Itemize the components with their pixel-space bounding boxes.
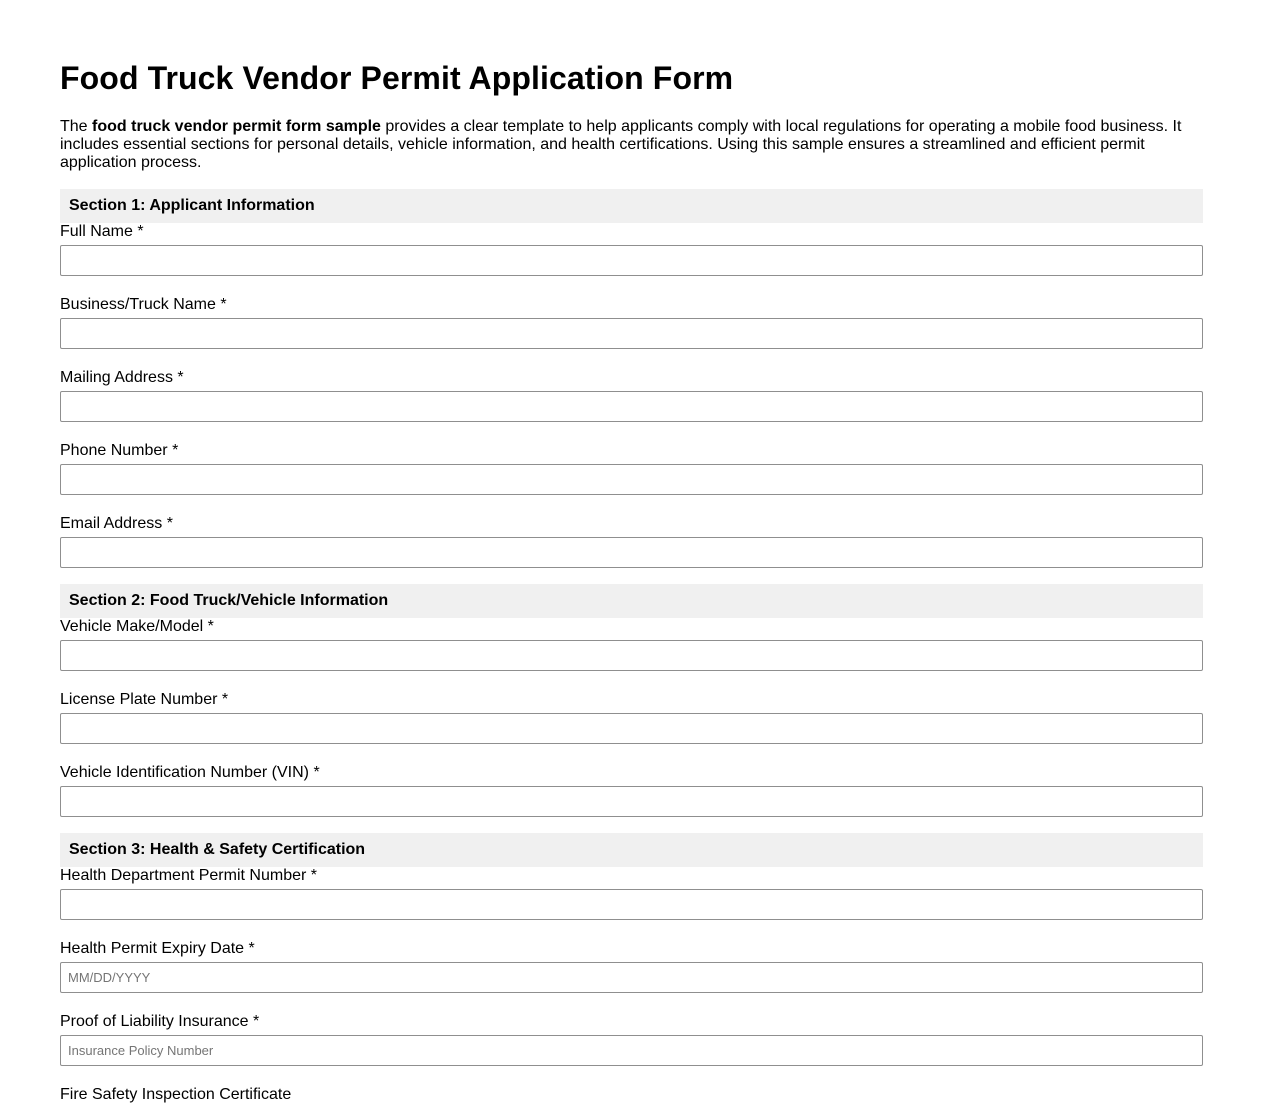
field-mailing-address: [60, 369, 1203, 422]
field-business-name: [60, 296, 1203, 349]
intro-suffix: provides a clear template to help applicants comply with local regulations for operating a mobile food business. It includes essential sections for personal details, vehicle information, and health certifications. Using this sample ensures a streamlined and efficient permit application process.: [60, 118, 1182, 171]
form-intro: [60, 118, 1200, 172]
email-address-input[interactable]: [60, 537, 1203, 568]
field-health-permit-number: [60, 867, 1203, 920]
phone-number-label: Phone Number *: [60, 442, 179, 459]
field-health-permit-expiry: [60, 940, 1203, 993]
field-vehicle-make-model: [60, 618, 1203, 671]
section-header-applicant: Section 1: Applicant Information: [60, 189, 1203, 223]
section-header-health-safety: Section 3: Health & Safety Certification: [60, 833, 1203, 867]
mailing-address-label: Mailing Address *: [60, 369, 184, 386]
page-title: Food Truck Vendor Permit Application Form: [60, 60, 734, 96]
business-name-input[interactable]: [60, 318, 1203, 349]
full-name-label: Full Name *: [60, 223, 144, 240]
vin-label: Vehicle Identification Number (VIN) *: [60, 764, 320, 781]
field-phone-number: [60, 442, 1203, 495]
field-liability-insurance: [60, 1013, 1203, 1066]
vin-input[interactable]: [60, 786, 1203, 817]
section-header-vehicle: Section 2: Food Truck/Vehicle Information: [60, 584, 1203, 618]
mailing-address-input[interactable]: [60, 391, 1203, 422]
full-name-input[interactable]: [60, 245, 1203, 276]
health-permit-expiry-input[interactable]: [60, 962, 1203, 993]
license-plate-label: License Plate Number *: [60, 691, 229, 708]
intro-bold: food truck vendor permit form sample: [92, 118, 381, 135]
field-full-name: [60, 223, 1203, 276]
field-vin: [60, 764, 1203, 817]
field-email-address: [60, 515, 1203, 568]
health-permit-number-label: Health Department Permit Number *: [60, 867, 317, 884]
email-address-label: Email Address *: [60, 515, 173, 532]
liability-insurance-label: Proof of Liability Insurance *: [60, 1013, 260, 1030]
vehicle-make-model-input[interactable]: [60, 640, 1203, 671]
field-license-plate: [60, 691, 1203, 744]
vehicle-make-model-label: Vehicle Make/Model *: [60, 618, 214, 635]
business-name-label: Business/Truck Name *: [60, 296, 227, 313]
intro-prefix: The: [60, 118, 93, 135]
license-plate-input[interactable]: [60, 713, 1203, 744]
phone-number-input[interactable]: [60, 464, 1203, 495]
fire-safety-certificate-label: Fire Safety Inspection Certificate: [60, 1086, 292, 1103]
health-permit-number-input[interactable]: [60, 889, 1203, 920]
liability-insurance-input[interactable]: [60, 1035, 1203, 1066]
health-permit-expiry-label: Health Permit Expiry Date *: [60, 940, 255, 957]
